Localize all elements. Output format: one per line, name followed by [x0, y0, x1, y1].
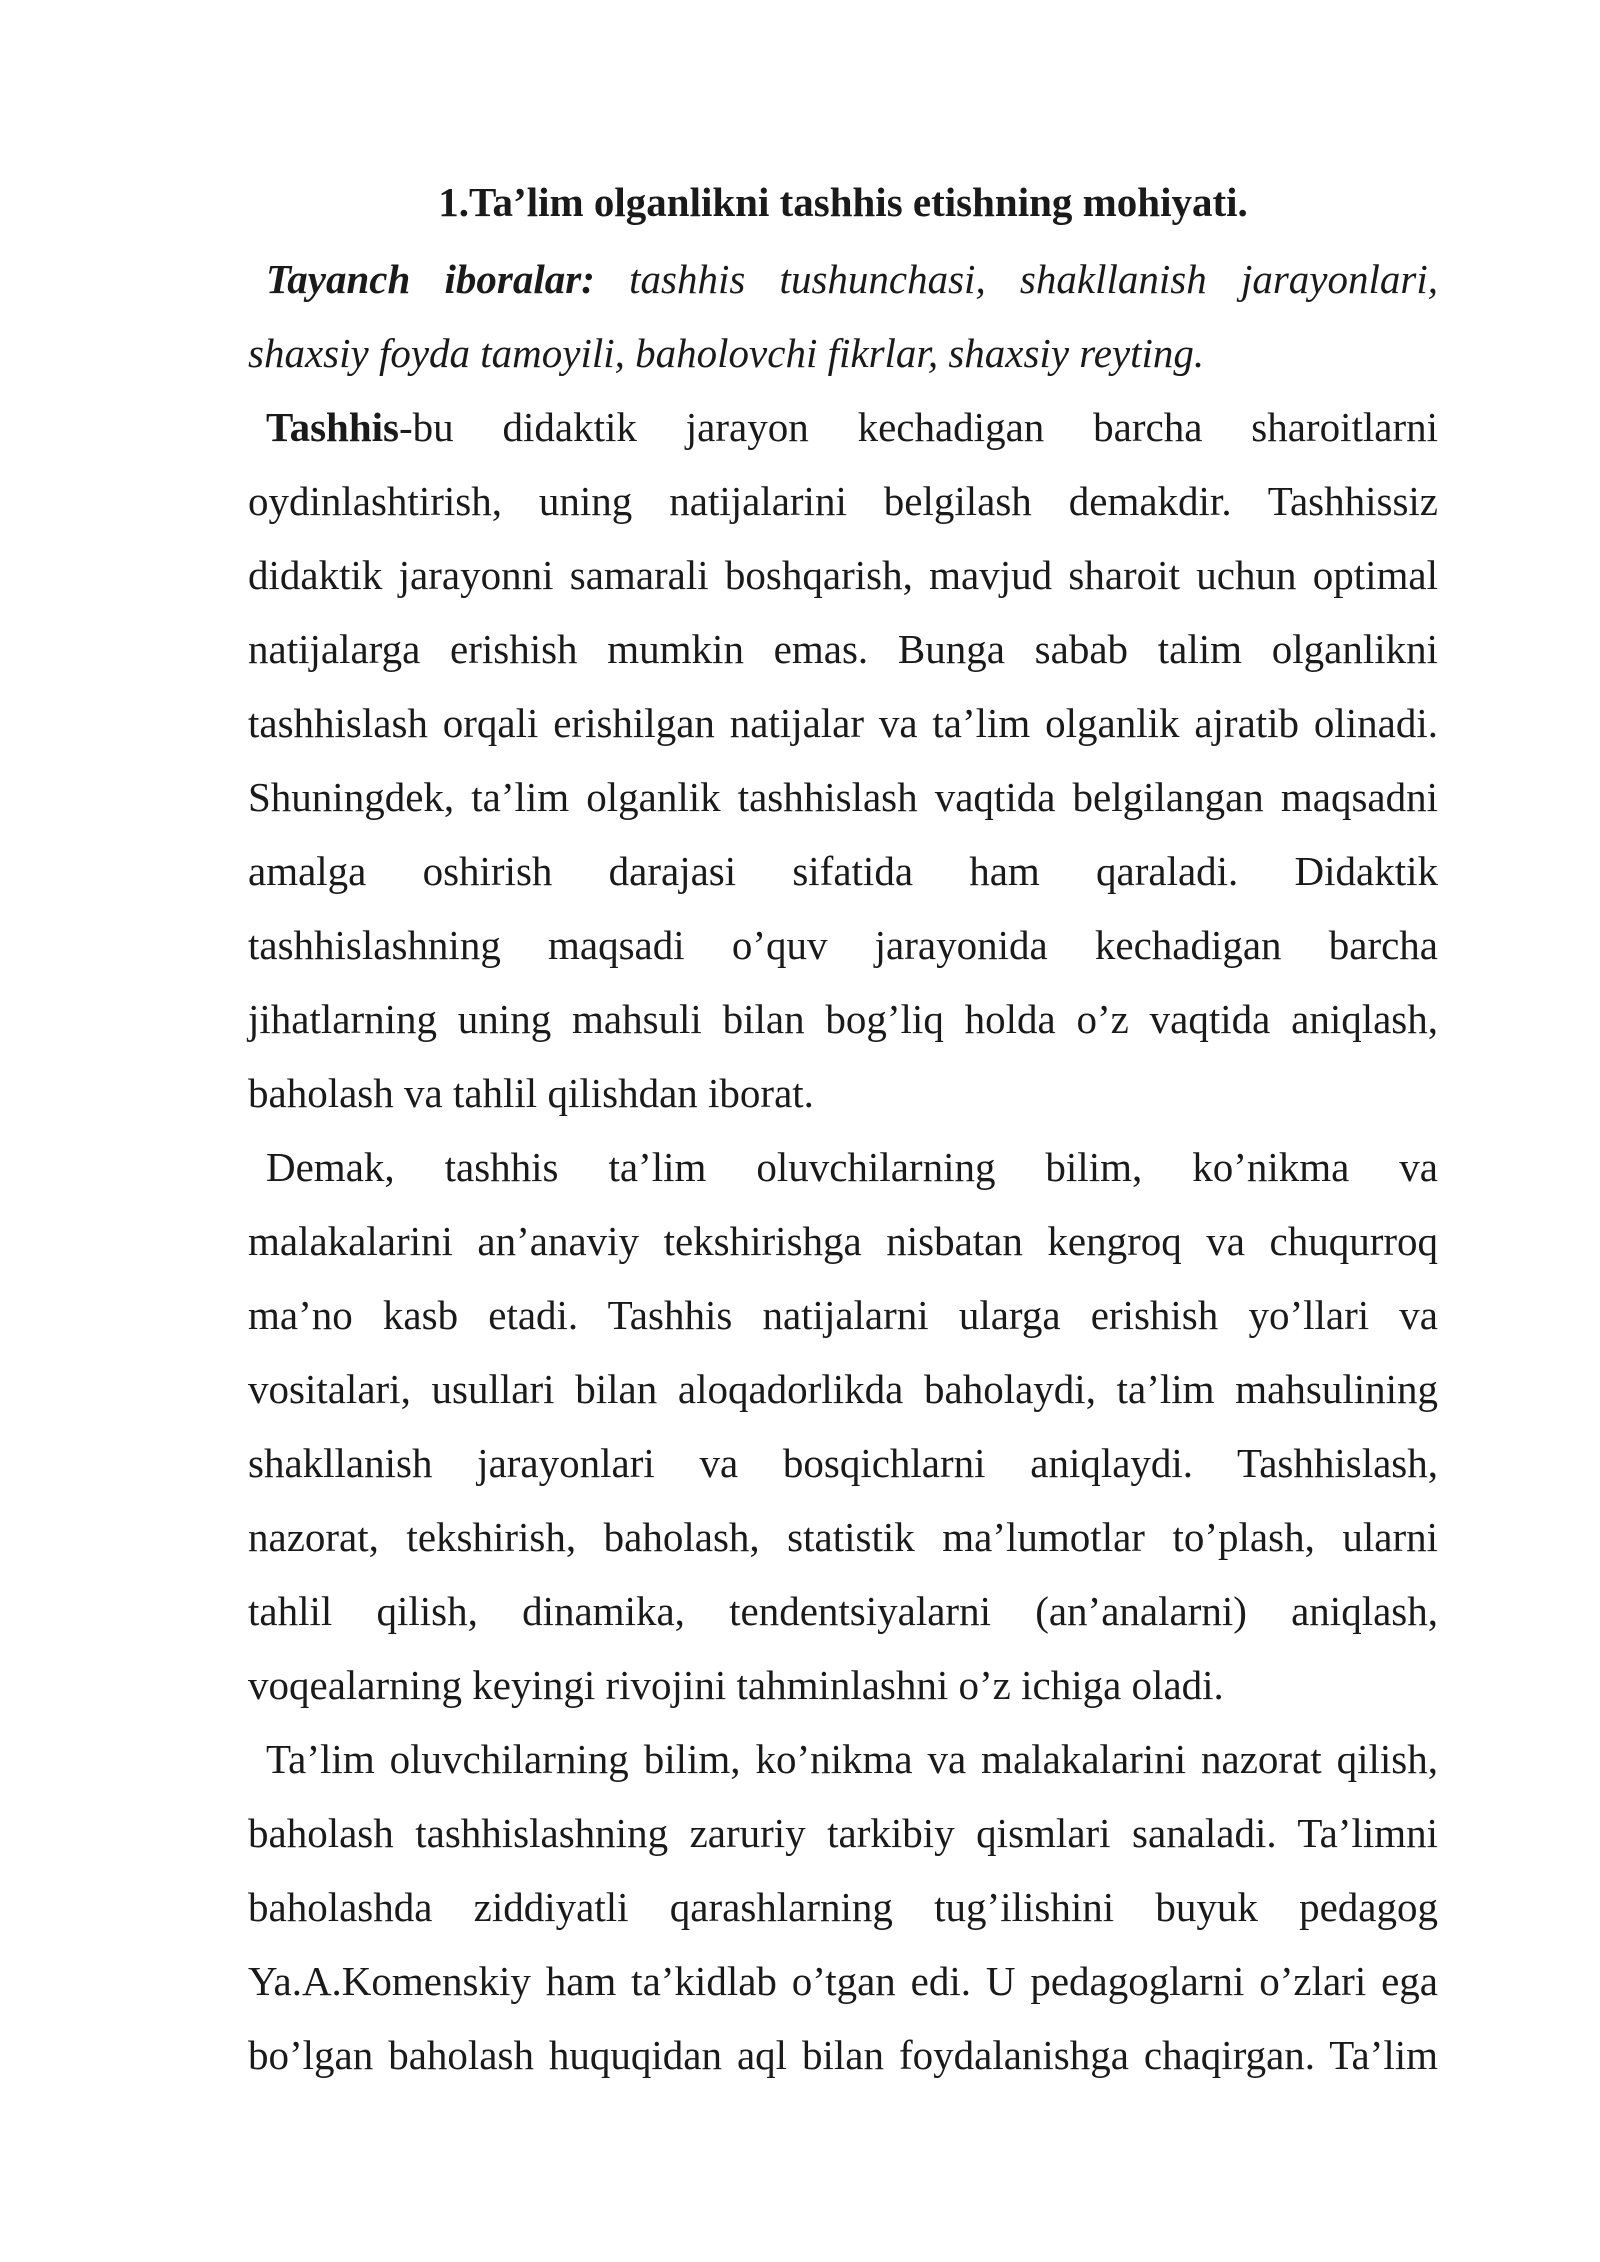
- paragraph-line: nazorat, tekshirish, baholash, statistik ma’lumotlar to’plash, ularni: [248, 1514, 1438, 1560]
- definition-text: -bu didaktik jarayon kechadigan barcha sharoitlarni: [399, 404, 1438, 450]
- paragraph-line: tashhislashning maqsadi o’quv jarayonida kechadigan barcha: [248, 922, 1438, 968]
- paragraph-line: Demak, tashhis ta’lim oluvchilarning bilim, ko’nikma va: [266, 1144, 1438, 1190]
- paragraph-line: jihatlarning uning mahsuli bilan bog’liq holda o’z vaqtida aniqlash,: [248, 996, 1438, 1042]
- paragraph-line: Ya.A.Komenskiy ham ta’kidlab o’tgan edi. U pedagoglarni o’zlari ega: [248, 1958, 1438, 2004]
- paragraph-line: oydinlashtirish, uning natijalarini belgilash demakdir. Tashhissiz: [248, 478, 1438, 524]
- keywords-text: tashhis tushunchasi, shakllanish jarayonlari,: [594, 256, 1438, 302]
- paragraph-line: bo’lgan baholash huquqidan aql bilan foydalanishga chaqirgan. Ta’lim: [248, 2032, 1438, 2078]
- paragraph-line: amalga oshirish darajasi sifatida ham qaraladi. Didaktik: [248, 848, 1438, 894]
- paragraph-line: [266, 401, 1438, 453]
- keywords-label: Tayanch iboralar:: [266, 256, 595, 302]
- paragraph-line: vositalari, usullari bilan aloqadorlikda baholaydi, ta’lim mahsulining: [248, 1366, 1438, 1412]
- paragraph-line: baholash va tahlil qilishdan iborat.: [248, 1070, 814, 1116]
- paragraph-line: natijalarga erishish mumkin emas. Bunga sabab talim olganlikni: [248, 626, 1438, 672]
- paragraph-line: baholash tashhislashning zaruriy tarkibiy qismlari sanaladi. Ta’limni: [248, 1810, 1438, 1856]
- defined-term: Tashhis: [266, 404, 399, 450]
- paragraph-line: tahlil qilish, dinamika, tendentsiyalarni (an’analarni) aniqlash,: [248, 1588, 1438, 1634]
- paragraph-line: malakalarini an’anaviy tekshirishga nisbatan kengroq va chuqurroq: [248, 1218, 1438, 1264]
- paragraph-line: shakllanish jarayonlari va bosqichlarni aniqlaydi. Tashhislash,: [248, 1440, 1438, 1486]
- paragraph-line: tashhislash orqali erishilgan natijalar va ta’lim olganlik ajratib olinadi.: [248, 700, 1438, 746]
- keywords-line: [266, 253, 1438, 305]
- keywords-text-line: shaxsiy foyda tamoyili, baholovchi fikrlar, shaxsiy reyting.: [248, 330, 1205, 376]
- paragraph-line: baholashda ziddiyatli qarashlarning tug’ilishini buyuk pedagog: [248, 1884, 1438, 1930]
- paragraph-line: ma’no kasb etadi. Tashhis natijalarni ularga erishish yo’llari va: [248, 1292, 1438, 1338]
- paragraph-line: Shuningdek, ta’lim olganlik tashhislash vaqtida belgilangan maqsadni: [248, 774, 1438, 820]
- page-title: 1.Ta’lim olganlikni tashhis etishning mohiyati.: [438, 179, 1248, 225]
- paragraph-line: Ta’lim oluvchilarning bilim, ko’nikma va malakalarini nazorat qilish,: [266, 1736, 1438, 1782]
- paragraph-line: voqealarning keyingi rivojini tahminlashni o’z ichiga oladi.: [248, 1662, 1224, 1708]
- paragraph-line: didaktik jarayonni samarali boshqarish, mavjud sharoit uchun optimal: [248, 552, 1438, 598]
